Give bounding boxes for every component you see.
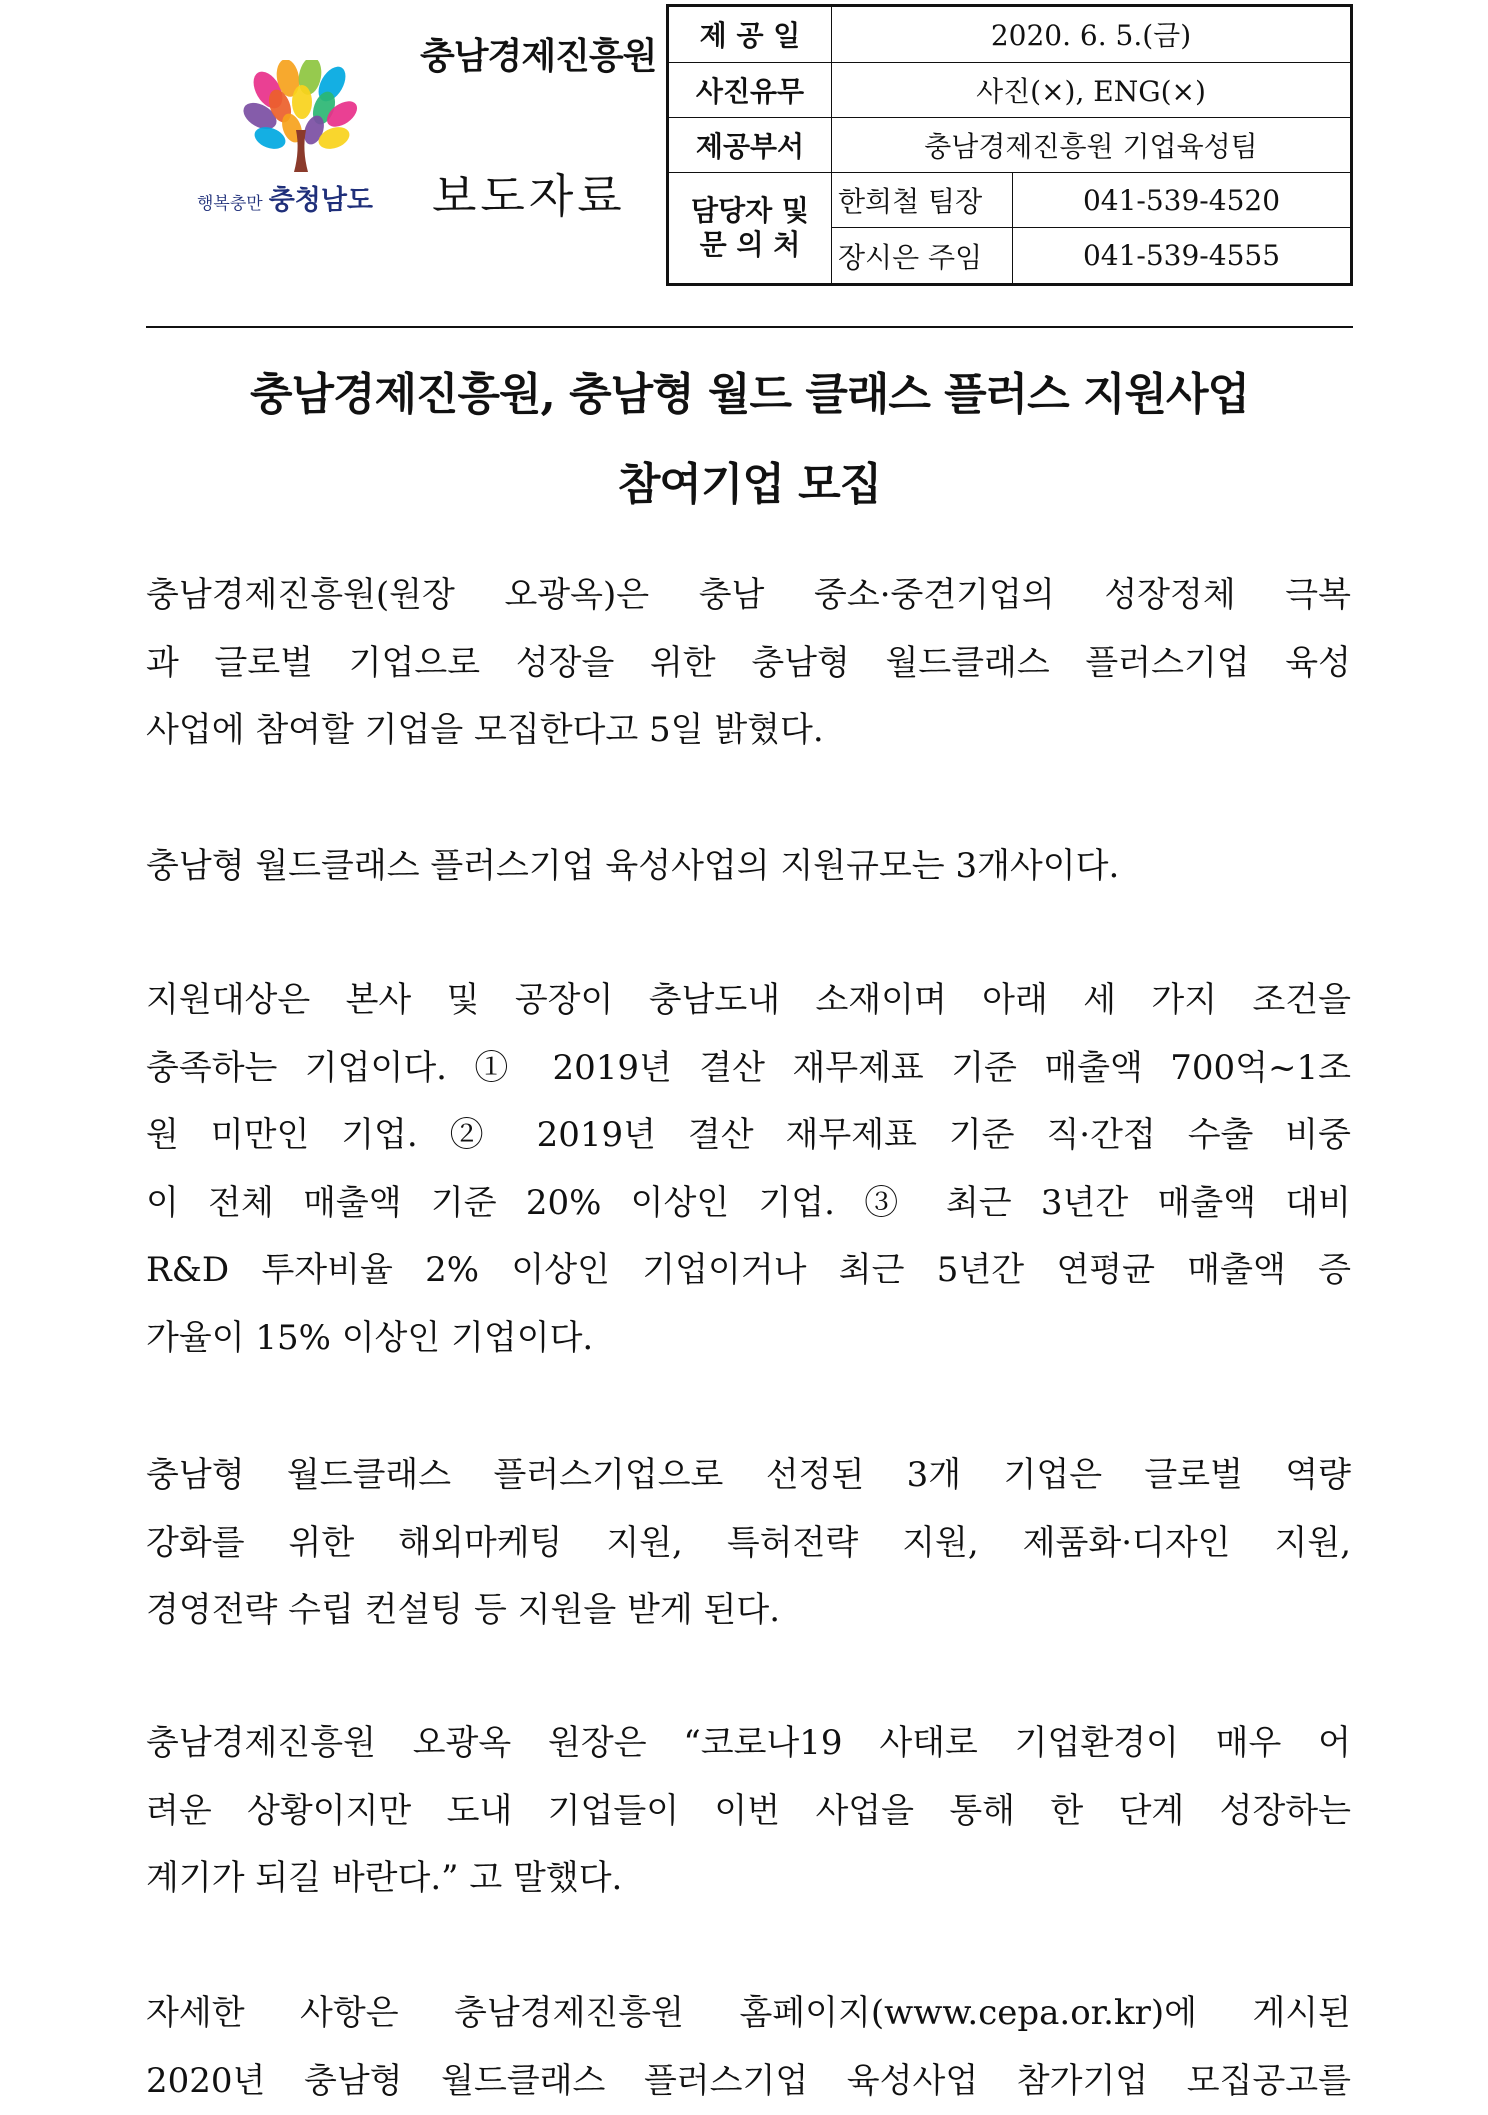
paragraph-line: 이 전체 매출액 기준 20% 이상인 기업. ③ 최근 3년간 매출액 대비 [146, 1170, 1351, 1238]
info-row-contact-1 [668, 173, 1352, 228]
paragraph-3 [146, 967, 1351, 1372]
info-label: 사진유무 [668, 62, 832, 117]
paragraph-1 [146, 562, 1351, 765]
agency-name: 충남경제진흥원 [420, 28, 656, 79]
paragraph-line: 과 글로벌 기업으로 성장을 위한 충남형 월드클래스 플러스기업 육성 [146, 630, 1351, 698]
paragraph-line: 2020년 충남형 월드클래스 플러스기업 육성사업 참가기업 모집공고를 [146, 2048, 1351, 2115]
paragraph-line: 자세한 사항은 충남경제진흥원 홈페이지(www.cepa.or.kr)에 게시된 [146, 1980, 1351, 2048]
paragraph-line: 강화를 위한 해외마케팅 지원, 특허전략 지원, 제품화·디자인 지원, [146, 1510, 1351, 1578]
logo-petal [292, 85, 312, 119]
paragraph-line: 계기가 되길 바란다.” 고 말했다. [146, 1845, 1351, 1913]
paragraph-line: 려운 상황이지만 도내 기업들이 이번 사업을 통해 한 단계 성장하는 [146, 1778, 1351, 1846]
paragraph-line: R&D 투자비율 2% 이상인 기업이거나 최근 5년간 연평균 매출액 증 [146, 1237, 1351, 1305]
paragraph-line: 원 미만인 기업. ② 2019년 결산 재무제표 기준 직·간접 수출 비중 [146, 1102, 1351, 1170]
paragraph-line: 경영전략 수립 컨설팅 등 지원을 받게 된다. [146, 1577, 1351, 1645]
contact-name: 장시은 주임 [832, 228, 1013, 285]
tree-logo-icon [240, 60, 360, 175]
paragraph-6 [146, 1980, 1351, 2115]
info-value: 사진(×), ENG(×) [832, 62, 1352, 117]
logo-slogan [180, 178, 390, 217]
info-row-date [668, 6, 1352, 63]
paragraph-line: 사업에 참여할 기업을 모집한다고 5일 밝혔다. [146, 697, 1351, 765]
headline-line-2: 참여기업 모집 [146, 448, 1353, 512]
info-row-photo [668, 62, 1352, 117]
contact-name: 한희철 팀장 [832, 173, 1013, 228]
paragraph-4 [146, 1442, 1351, 1645]
logo-slogan-small: 행복충만 [197, 194, 263, 214]
info-table [666, 4, 1353, 286]
paragraph-line: 충남경제진흥원 오광옥 원장은 “코로나19 사태로 기업환경이 매우 어 [146, 1710, 1351, 1778]
logo [170, 60, 380, 230]
paragraph-line: 충남형 월드클래스 플러스기업으로 선정된 3개 기업은 글로벌 역량 [146, 1442, 1351, 1510]
info-value: 충남경제진흥원 기업육성팀 [832, 117, 1352, 172]
release-label: 보도자료 [432, 160, 626, 226]
logo-slogan-big: 충청남도 [269, 185, 373, 216]
paragraph-line: 가율이 15% 이상인 기업이다. [146, 1305, 1351, 1373]
info-value: 2020. 6. 5.(금) [832, 6, 1352, 63]
contact-label-line2: 문 의 처 [700, 228, 801, 261]
paragraph-line: 충족하는 기업이다. ① 2019년 결산 재무제표 기준 매출액 700억~1조 [146, 1035, 1351, 1103]
contact-phone: 041-539-4555 [1013, 228, 1352, 285]
paragraph-5 [146, 1710, 1351, 1913]
paragraph-line: 충남경제진흥원(원장 오광옥)은 충남 중소·중견기업의 성장정체 극복 [146, 562, 1351, 630]
paragraph-line: 충남형 월드클래스 플러스기업 육성사업의 지원규모는 3개사이다. [146, 833, 1351, 901]
paragraph-2 [146, 833, 1351, 901]
header-divider [146, 326, 1353, 328]
contact-label [668, 173, 832, 285]
contact-phone: 041-539-4520 [1013, 173, 1352, 228]
info-label: 제 공 일 [668, 6, 832, 63]
headline-line-1: 충남경제진흥원, 충남형 월드 클래스 플러스 지원사업 [146, 358, 1353, 422]
paragraph-line: 지원대상은 본사 및 공장이 충남도내 소재이며 아래 세 가지 조건을 [146, 967, 1351, 1035]
info-label: 제공부서 [668, 117, 832, 172]
contact-label-line1: 담당자 및 [691, 194, 809, 227]
info-row-dept [668, 117, 1352, 172]
